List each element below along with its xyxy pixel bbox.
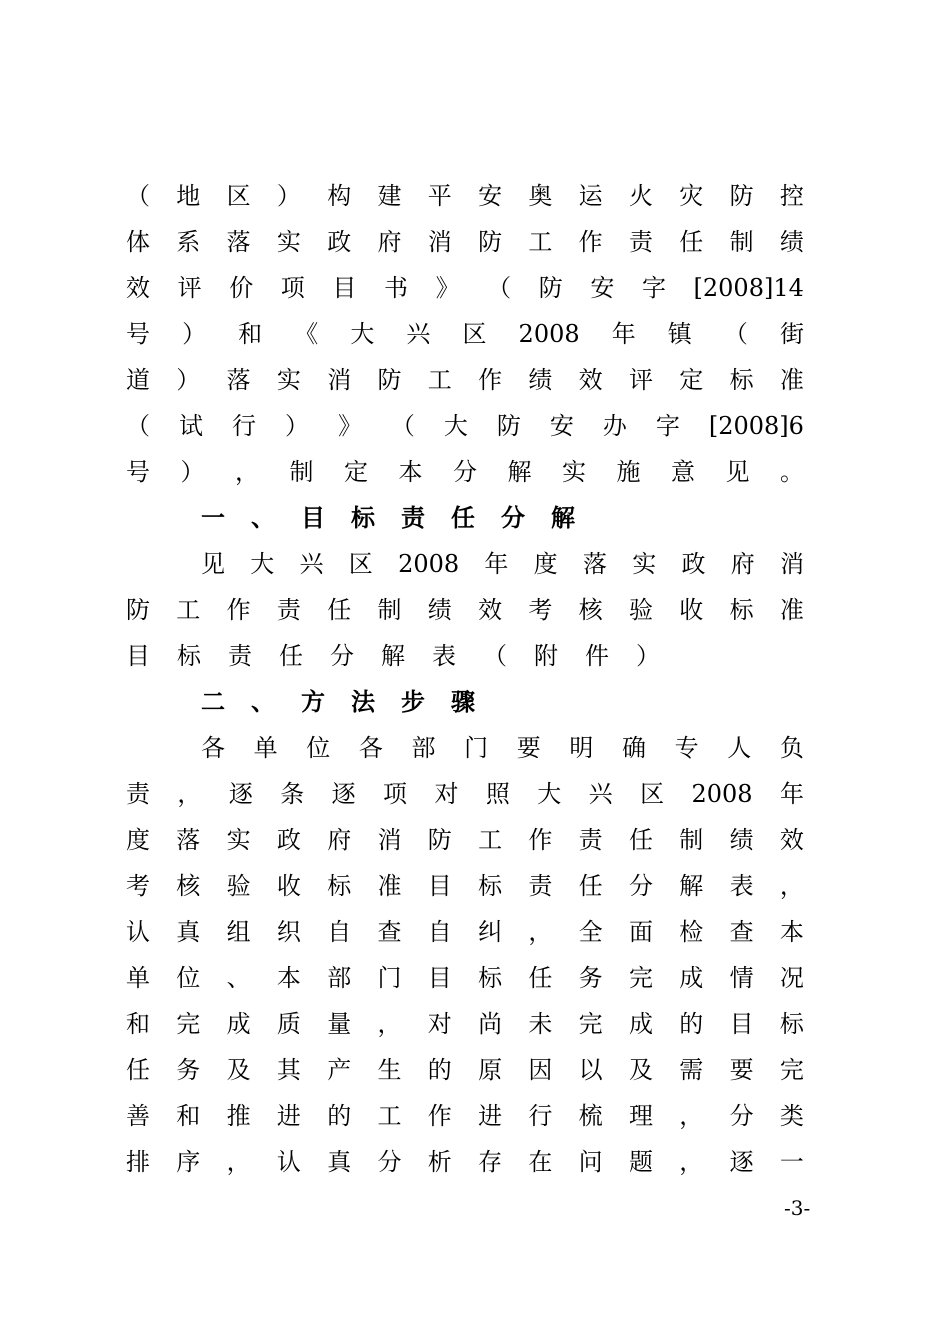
text-line-9: 见 大 兴 区 2008 年 度 落 实 政 府 消 bbox=[201, 550, 804, 578]
text-line-10: 防 工 作 责 任 制 绩 效 考 核 验 收 标 准 bbox=[126, 596, 804, 624]
page-number: -3- bbox=[784, 1196, 811, 1220]
text-line-14: 责 ， 逐 条 逐 项 对 照 大 兴 区 2008 年 bbox=[126, 780, 804, 808]
text-line-2: 体 系 落 实 政 府 消 防 工 作 责 任 制 绩 bbox=[126, 228, 804, 256]
text-line-4: 号 ） 和 《 大 兴 区 2008 年 镇 （ 街 bbox=[126, 320, 804, 348]
text-line-6: （ 试 行 ） 》 （ 大 防 安 办 字 [2008]6 bbox=[126, 412, 804, 440]
text-line-3: 效 评 价 项 目 书 》 （ 防 安 字 [2008]14 bbox=[126, 274, 804, 302]
text-line-7: 号 ） ， 制 定 本 分 解 实 施 意 见 。 bbox=[126, 458, 804, 486]
text-line-18: 单 位 、 本 部 门 目 标 任 务 完 成 情 况 bbox=[126, 964, 804, 992]
text-line-15: 度 落 实 政 府 消 防 工 作 责 任 制 绩 效 bbox=[126, 826, 804, 854]
section-heading-1: 一 、 目 标 责 任 分 解 bbox=[201, 503, 575, 532]
section-heading-2: 二 、 方 法 步 骤 bbox=[201, 687, 475, 716]
text-line-17: 认 真 组 织 自 查 自 纠 ， 全 面 检 查 本 bbox=[126, 918, 804, 946]
text-line-13: 各 单 位 各 部 门 要 明 确 专 人 负 bbox=[201, 734, 804, 762]
text-line-22: 排 序 ， 认 真 分 析 存 在 问 题 ， 逐 一 bbox=[126, 1148, 804, 1176]
text-line-19: 和 完 成 质 量 ， 对 尚 未 完 成 的 目 标 bbox=[126, 1010, 804, 1038]
text-line-1: （ 地 区 ） 构 建 平 安 奥 运 火 灾 防 控 bbox=[126, 182, 804, 210]
text-line-5: 道 ） 落 实 消 防 工 作 绩 效 评 定 标 准 bbox=[126, 366, 804, 394]
text-line-20: 任 务 及 其 产 生 的 原 因 以 及 需 要 完 bbox=[126, 1056, 804, 1084]
text-line-16: 考 核 验 收 标 准 目 标 责 任 分 解 表 ， bbox=[126, 872, 804, 900]
text-line-21: 善 和 推 进 的 工 作 进 行 梳 理 ， 分 类 bbox=[126, 1102, 804, 1130]
text-line-11: 目 标 责 任 分 解 表 （ 附 件 ） bbox=[126, 642, 660, 670]
